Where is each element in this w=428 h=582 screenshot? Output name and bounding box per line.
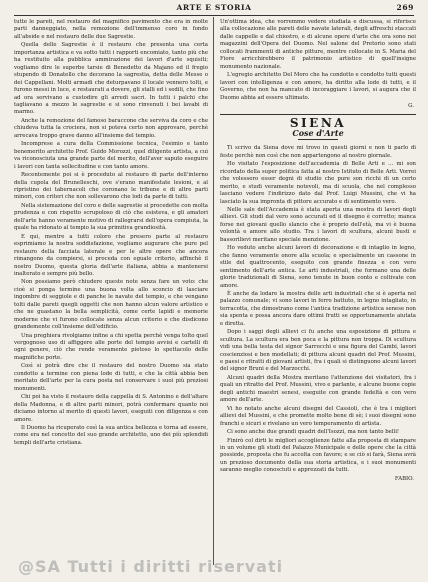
article-paragraph: Ho veduto anche alcuni lavori di decorazione e di intaglio in legno, che fanno veramente onore alla scuola; e specialmente un cassone in stile del quattrocento, eseguito con grande finezza e con vero sentimento dell'arte antica. Le arti industriali, che formano una delle glorie tradizionali di Siena, sono tenute in buon conto e coltivate con amore. (220, 245, 416, 289)
article-paragraph: Nelle sale dell'Accademia è stata aperta una mostra di lavori degli allievi. Gli studi dal vero sono accurati ed il disegno è corretto; manca forse nei giovani quello slancio che è proprio dell'età, ma vi è buona volontà e amore allo studio. Tra i lavori di scultura, alcuni busti e bassorilievi meritano speciale menzione. (220, 206, 416, 243)
article-paragraph: Non possiamo però chiudere queste note senza fare un voto: che cioè si ponga termine una buona volta allo sconcio di lasciare ingombre di seggiole e di panche le navate del tempio, e che vengano tolti dalle pareti quegli oggetti che non hanno alcun valore artistico e che ne guastano la bella semplicità, come certe lapidi e memorie moderne che vi furono collocate senza alcun criterio e che disdicono grandemente coll'insieme dell'edificio. (14, 279, 208, 331)
section-subtitle: Cose d'Arte (292, 127, 344, 138)
left-column (14, 19, 208, 569)
article-paragraph: L'egregio architetto Del Moro che ha condotto e condotto tutti questi lavori con intelligenza e con amore, ha diritto alla lode di tutti, e il Governo, che non ha mancato di incoraggiare i lavori, si augura che il Duomo abbia ad essere ultimato. (220, 72, 416, 101)
right-column (220, 19, 416, 569)
article-paragraph: Nella sistemazione del coro e delle sagrestie si procedette con molta prudenza e con rispetto scrupoloso di ciò che esisteva, e gli amatori dell'arte hanno veramente motivo di rallegrarsi dell'opera compiuta, la quale ha ridonato al tempio la sua primitiva grandiosità. (14, 202, 208, 232)
article-paragraph: Il Duomo ha ricuperato così la sua antica bellezza e torna ad essere, come era nel concetto del suo grande architetto, uno dei più splendidi templi dell'arte cristiana. (14, 425, 208, 446)
subtitle-rule (298, 139, 338, 140)
article-paragraph: E qui, mentre a tutti coloro che presero parte al restauro esprimiamo la nostra soddisfazione, vogliamo augurare che pure pel restauro della facciata laterale e per le altre opere che ancora rimangono da compiersi, si proceda con eguale criterio, affinchè il nostro Duomo, questa gloria dell'arte italiana, abbia a mantenersi inalterato e sempre più bello. (14, 233, 208, 277)
article-paragraph: Così si potrà dire che il restauro del nostro Duomo sia stato condotto a termine con piena lode di tutti, e che la città abbia ben meritato dell'arte per la cura posta nel conservare i suoi più preziosi monumenti. (14, 363, 208, 392)
article-paragraph: Finirò col dirti le migliori accoglienze fatte alla proposta di stampare in un volume gli studi del Palazzo Municipale e delle opere che la città possiede, proposta che fu accolta con favore; e se ciò si farà, Siena avrà un prezioso documento della sua storia artistica, e i suoi monumenti saranno meglio conosciuti e apprezzati da tutti. (220, 437, 416, 474)
article-paragraph: Alcuni quadri della Mostra meritano l'attenzione dei visitatori, fra i quali un ritratto del Prof. Mussini, vivo e parlante, e alcune buone copie degli antichi maestri senesi, eseguite con grande fedeltà e con vero amore dell'arte. (220, 374, 416, 404)
article-paragraph: Ci sono anche due grandi quadri dell'Isozzi, ma non tanto belli! (227, 429, 400, 436)
article-paragraph: Ho visitato l'esposizione dell'accademia di Belle Arti e ... mi son ricordato della super politica fatta al nostro Istituto di Belle Arti. Vorrei che volessero esser degni di studio che pure son ricchi di un certo merito, e studi veramente notevoli, ma di scuola, che nel complesso lasciano vedere l'indirizzo dato dal Prof. Luigi Mussini, che vi ha lasciato la sua impronta di pittore accurato e di sentimento vero. (220, 161, 416, 205)
journal-title: ARTE E STORIA (176, 3, 252, 12)
article-paragraph: Dopo i saggi degli allievi ci fu anche una esposizione di pittura e scultura. La scultura era ben poca e la pittura non troppa. Di scultura vidi una bella testa del signor Sarrocchi e una figura del Cambi, lavori coscienziosi e ben modellati; di pittura alcuni quadri del Prof. Mussini, e paesi e ritratti di giovani artisti, fra i quali si distinguono alcuni lavori del signor Bruni e del Marzocchi. (220, 329, 416, 373)
article-paragraph: Anche la remozione del famoso baraccone che serviva da coro e che chiudeva tutta la crociera, non si poteva certo non approvare, perchè arrecava troppo grave danno all'insieme del tempio. (14, 117, 208, 139)
article-paragraph: Una preghiera rivolgiamo infine a chi spetta perchè venga tolto quel vergognoso uso di affiggere alle porte del tempio avvisi e cartelli di ogni genere, ciò che rende veramente pietoso lo spettacolo delle magnifiche porte. (14, 332, 208, 361)
article-paragraph: È anche da lodare la mostra delle arti industriali che si è aperta nel palazzo comunale; vi sono lavori in ferro battuto, in legno intagliato, in terracotta, che dimostrano come l'antica tradizione artistica senese non sia spenta e possa ancora dare ottimi frutti se opportunamente aiutata e diretta. (220, 290, 416, 327)
section-rule (220, 114, 416, 115)
article-paragraph: Chi poi ha visto il restauro della cappella di S. Antonino e dell'altare della Madonna, e di altre parti minori, potrà confermare quanto noi diciamo intorno al merito di questi lavori, eseguiti con diligenza e con amore. (14, 394, 208, 423)
article-paragraph: Ti scrivo da Siena dove mi trovo in questi giorni e non ti parlo di feste perchè non così che non appartengono al nostro giornale. (220, 145, 416, 159)
article-paragraph: Un'ottima idea, che vorremmo vedere studiata e discussa, si riferisce alla collocazione alle pareti delle navate laterali, degli affreschi staccati dalle cappelle e dal chiostro, e di alcune opere d'arte che ora sono nei magazzini dell'Opera del Duomo. Nel salone del Pretorio sono stati collocati frammenti di antiche pitture, mentre collocate in S. Maria del Fiore arricchirebbero il patrimonio artistico di quell'insigne monumento nazionale. (220, 19, 416, 70)
article-signature: G. (408, 102, 414, 109)
article-paragraph: Incomprese a cura della Commissione tecnica, l'esimio e tanto benemerito architetto Prof. Guido Morozzi, quel diligente artista, a cui va riconosciuta una grande parte del merito, dell'aver saputo eseguire i lavori con tanta sollecitudine e con tanto amore. (14, 141, 208, 170)
article-paragraph: Recentemente poi si è proceduto al restauro di parte dell'interno della cupola del Brunelleschi, ove s'erano manifestate lesioni, e al ripristino dei tabernacoli che coronano le tribune e di altre parti minori, con criteri che non sollevarono che lodi da parte di tutti. (14, 172, 208, 201)
article-paragraph: Quella delle Sagrestie è il restauro che presenta una certa importanza artistica e va sotto tutti i rapporti encomiato, tanto più che ha restituito alla pubblica ammirazione dei lavori d'arte squisiti; vogliamo dire le superbe tarsie di Benedetto da Majano ed il fregio stupendo di Donatello che decorano la sagrestia, detta delle Messe o dei Cappellani. Molti armadi che deturpavano il locale vennero tolti, e furono messi in luce, e restaurati a dovere, gli stalli ed i sedili, che fino ad ora servivano a custodire gli arredi sacri. In tutti i palchi che tagliavano a mezzo le sagrestie e si sono rinvenuti i bei lavabi di marmo. (14, 42, 208, 116)
page-header (14, 3, 414, 13)
header-rule (14, 15, 414, 16)
copyright-watermark: @SA Tutti i diritti riservati (18, 557, 284, 576)
column-divider (213, 17, 214, 565)
article-paragraph: tutte le pareti, nel restauro del magnifico pavimento che era in molte parti danneggiato, nella remozione dell'immenso coro in fondo all'abside e nel restauro delle due Sagrestie. (14, 19, 208, 40)
section-title: SIENA (289, 116, 347, 131)
page-number: 269 (396, 3, 414, 12)
article-paragraph: Vi ho notato anche alcuni disegni del Cassioli, che è tra i migliori allievi del Mussini, e che promette molto bene di sè; i suoi disegni sono franchi e sicuri e rivelano un vero temperamento di artista. (220, 405, 416, 427)
article-signature: FABIO. (394, 475, 414, 482)
